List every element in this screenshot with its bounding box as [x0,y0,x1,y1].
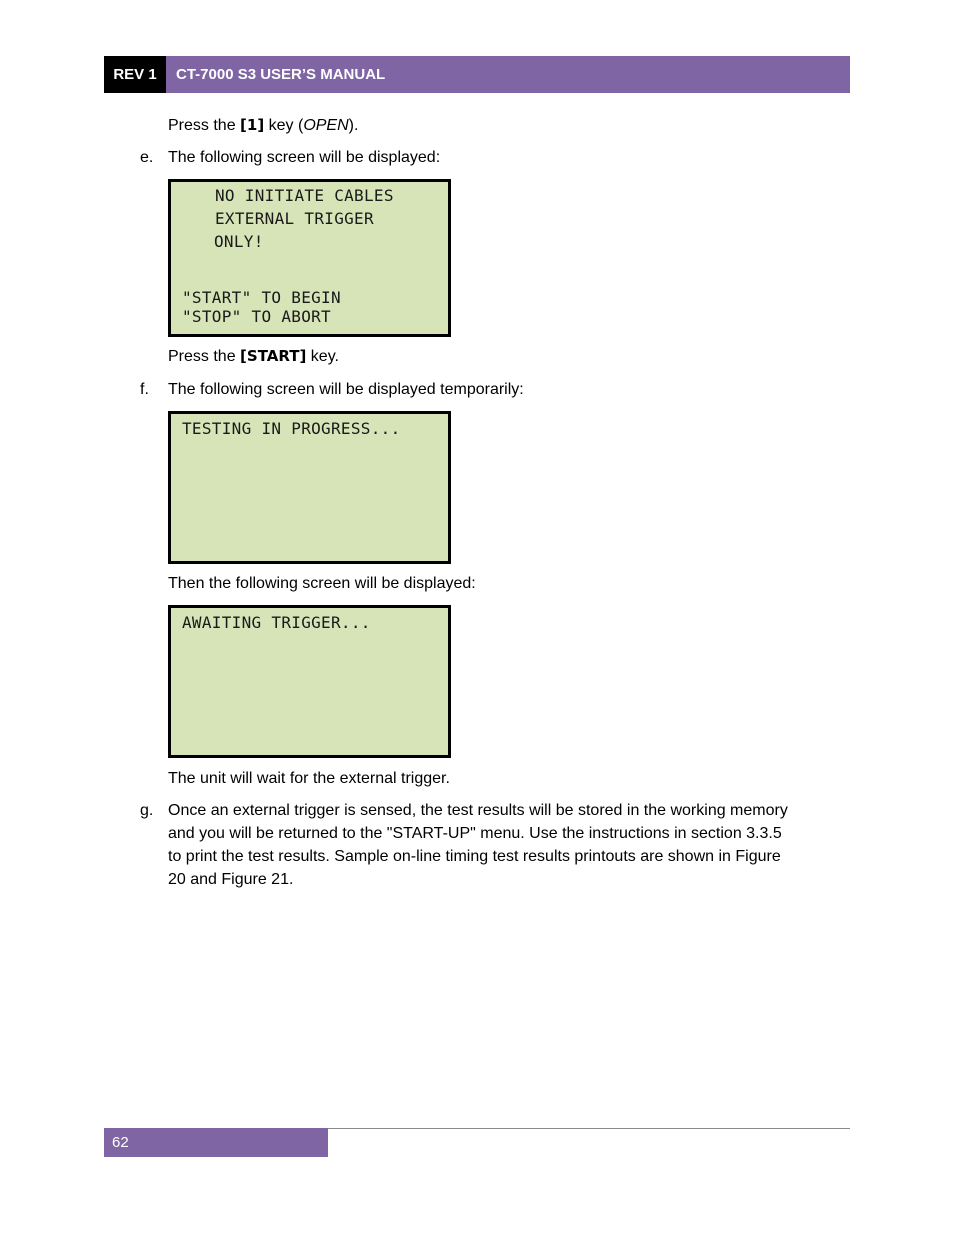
lcd-line: "STOP" TO ABORT [182,307,331,326]
step-text-f: The following screen will be displayed temporarily: [168,381,524,398]
lcd-line: ONLY! [214,232,264,251]
lcd-line: EXTERNAL TRIGGER [215,209,374,228]
step-text-e: The following screen will be displayed: [168,149,441,166]
step-label-g: g. [140,802,154,819]
paragraph-line: and you will be returned to the "START-UP" menu. Use the instructions in section 3.3.5 [168,825,782,842]
lcd-screen-no-initiate [168,179,451,337]
lcd-line: NO INITIATE CABLES [215,186,394,205]
instruction-press-start: Press the [START] key. [168,347,339,365]
then-screen-text: Then the following screen will be displayed: [168,575,476,592]
key-label: [START] [240,347,307,365]
page-number: 62 [104,1128,328,1157]
step-label-e: e. [140,149,154,166]
key-label: [1] [240,116,265,134]
instruction-press-1: Press the [1] key (OPEN). [168,116,359,134]
key-function: OPEN [303,117,349,134]
paragraph-line: to print the test results. Sample on-line timing test results printouts are shown in Figure [168,848,781,865]
lcd-line: TESTING IN PROGRESS... [182,419,401,438]
lcd-line: "START" TO BEGIN [182,288,341,307]
lcd-screen-testing [168,411,451,564]
page-header [104,56,850,93]
manual-title: CT-7000 S3 USER’S MANUAL [176,66,386,83]
step-text-g [168,799,848,891]
paragraph-line: Once an external trigger is sensed, the test results will be stored in the working memory [168,802,788,819]
paragraph-line: 20 and Figure 21. [168,871,294,888]
revision-label: REV 1 [104,56,166,93]
lcd-screen-awaiting [168,605,451,758]
wait-text: The unit will wait for the external trigger. [168,770,450,787]
lcd-line: AWAITING TRIGGER... [182,613,371,632]
step-label-f: f. [140,381,149,398]
